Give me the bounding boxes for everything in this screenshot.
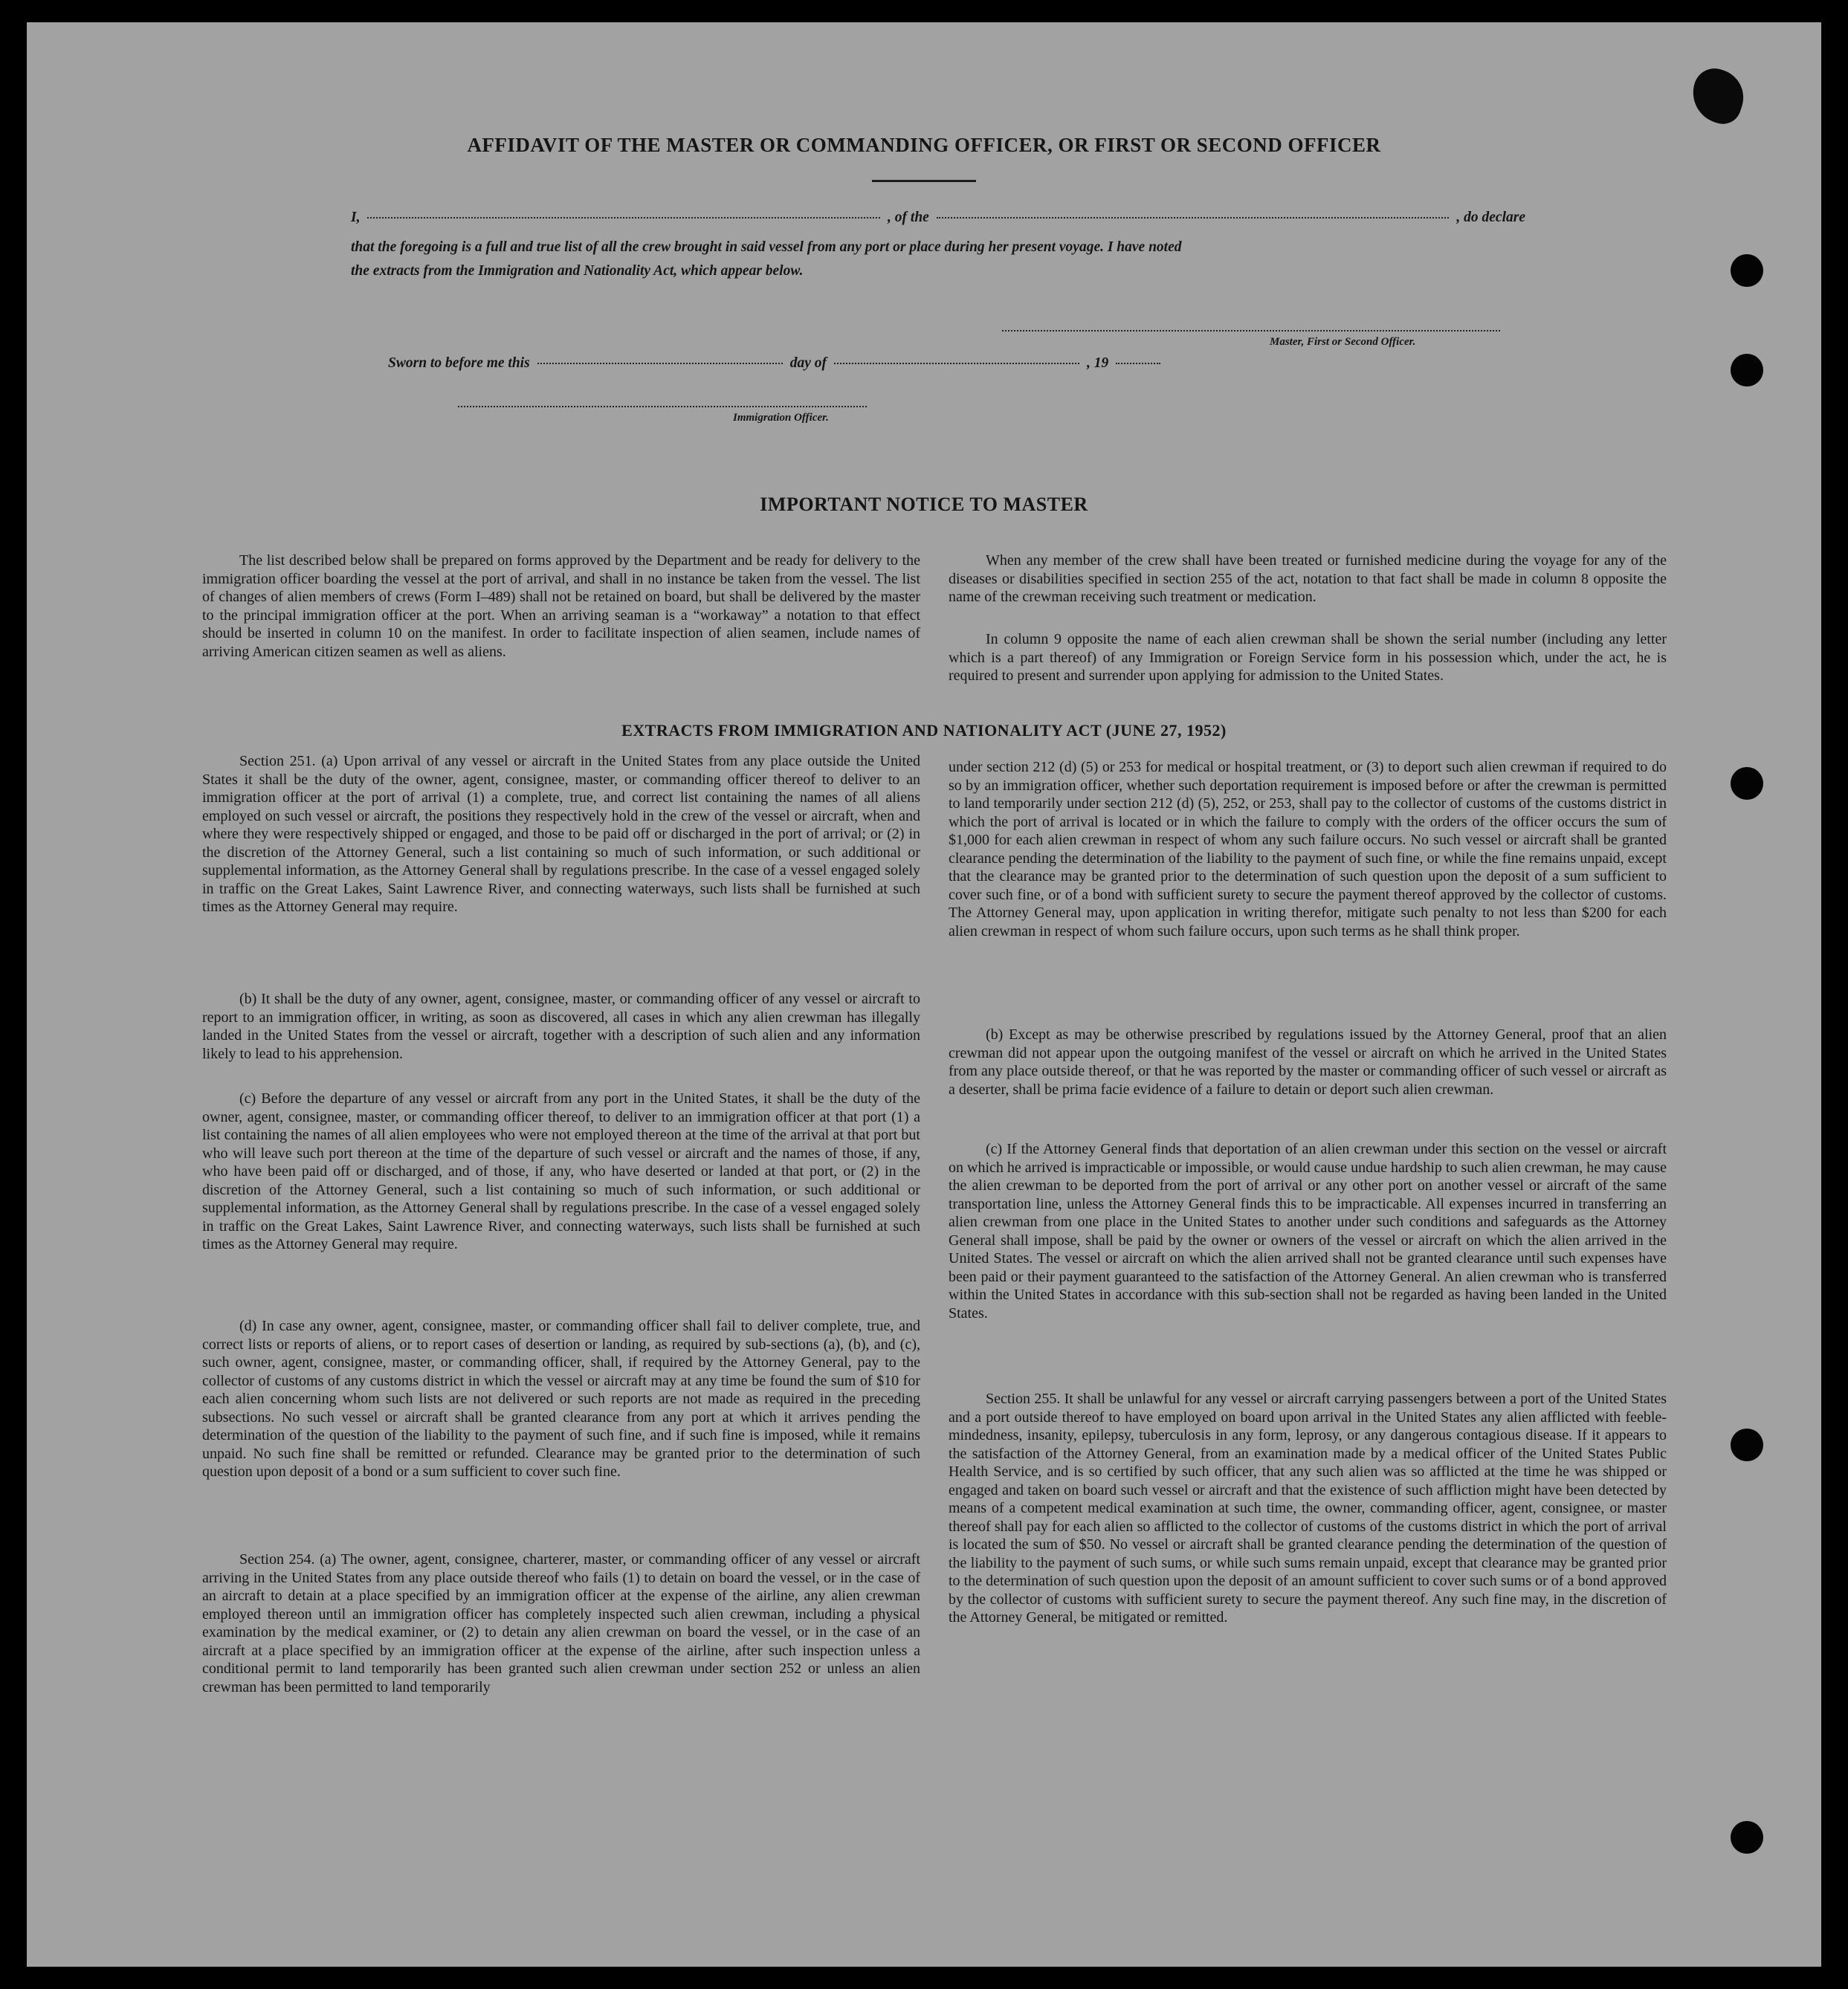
section-251b: (b) It shall be the duty of any owner, agent, consignee, master, or commanding officer of any vessel or aircraft to report to an immigration officer, in writing, as soon as discovered, all cases in which any alien crewman has illegally landed in the United States from the vessel or aircraft, together with a description of such alien and any information likely to lead to his apprehension. [202, 991, 920, 1062]
do-declare-label: , do declare [1456, 210, 1525, 225]
master-signature-label: Master, First or Second Officer. [1270, 336, 1416, 348]
statement-line-2: the extracts from the Immigration and Nationality Act, which appear below. [351, 263, 804, 279]
officer-signature-label: Immigration Officer. [733, 412, 829, 424]
section-254a-continued: under section 212 (d) (5) or 253 for medical or hospital treatment, or (3) to deport such alien crewman if required to do so by an immigration officer, whether such deportation requirement is imposed before or after the crewman is permitted to land temporarily under section 212 (d) (5), 252, or 253, shall pay to the collector of customs of the customs district in which the port of arrival is located or in which the failure to comply with the orders of the officer occurs the sum of $1,000 for each alien crewman in respect of whom any such failure occurs. No such vessel or aircraft shall be granted clearance pending the determination of the liability to the payment of such fine, or while the fine remains unpaid, except that the clearance may be granted prior to the determination of such question upon the deposit of a sum sufficient to cover such fine, or of a bond with sufficient surety to secure the payment thereof approved by the collector of customs. The Attorney General may, upon application in writing therefor, mitigate such penalty to not less than $200 for each alien crewman in respect of whom such failure occurs, upon such terms as he shall think proper. [949, 759, 1667, 939]
binder-hole [1731, 254, 1763, 287]
binder-hole [1731, 1821, 1763, 1854]
affidavit-title: AFFIDAVIT OF THE MASTER OR COMMANDING OFFICER, OR FIRST OR SECOND OFFICER [467, 134, 1381, 156]
binder-hole [1731, 1429, 1763, 1461]
section-251a: Section 251. (a) Upon arrival of any vessel or aircraft in the United States from any place outside the United States it shall be the duty of the owner, agent, consignee, master, or commanding officer thereof to deliver to an immigration officer at the port of arrival (1) a complete, true, and correct list containing the names of all aliens employed on such vessel or aircraft, the positions they respectively hold in the crew of the vessel or aircraft, when and where they were respectively shipped or engaged, and those to be paid off or discharged in the port of arrival; or (2) in the discretion of the Attorney General, such a list containing so much of such information, or such additional or supplemental information, as the Attorney General shall by regulations prescribe. In the case of a vessel engaged solely in traffic on the Great Lakes, Saint Lawrence River, and connecting waterways, such lists shall be furnished at such times as the Attorney General may require. [202, 753, 920, 915]
section-255: Section 255. It shall be unlawful for any vessel or aircraft carrying passengers between a port of the United States and a port outside thereof to have employed on board upon arrival in the United States any alien afflicted with feeble-mindedness, insanity, epilepsy, tuberculosis in any form, leprosy, or any dangerous contagious disease. If it appears to the satisfaction of the Attorney General, from an examination made by a medical officer of the United States Public Health Service, and is so certified by such officer, that any such alien was so afflicted at the time he was shipped or engaged and taken on board such vessel or aircraft and that the existence of such affliction might have been detected by means of a competent medical examination at such time, the owner, commanding officer, agent, consignee, or master thereof shall pay for each alien so afflicted to the collector of customs of the customs district in which the port of arrival is located the sum of $50. No vessel or aircraft shall be granted clearance pending the determination of the question of the liability to the payment of such sums, or while such sums remain unpaid, except that clearance may be granted prior to the determination of such question upon the deposit of an amount sufficient to cover such sums or of a bond approved by the collector of customs with sufficient surety to secure the payment thereof. Any such fine may, in the discretion of the Attorney General, be mitigated or remitted. [949, 1391, 1667, 1626]
statement-line-1: that the foregoing is a full and true list of all the crew brought in said vessel from any port or place during her present voyage. I have noted [351, 239, 1182, 255]
i-label: I, [351, 210, 361, 225]
declaration-line [351, 210, 1525, 226]
notice-right-paragraph-1: When any member of the crew shall have been treated or furnished medicine during the voyage for any of the diseases or disabilities specified in section 255 of the act, notation to that fact shall be made in column 8 opposite the name of the crewman receiving such treatment or medication. [949, 552, 1667, 605]
section-254b: (b) Except as may be otherwise prescribed by regulations issued by the Attorney General, proof that an alien crewman did not appear upon the outgoing manifest of the vessel or aircraft on which he arrived in the United States from any place outside thereof, or that he was reported by the master or commanding officer of such vessel or aircraft as a deserter, shall be prima facie evidence of a failure to detain or deport such alien crewman. [949, 1026, 1667, 1098]
sworn-label: Sworn to before me this [388, 355, 530, 371]
extracts-title: EXTRACTS FROM IMMIGRATION AND NATIONALITY ACT (JUNE 27, 1952) [621, 721, 1227, 740]
sworn-day-field[interactable] [537, 363, 783, 364]
section-254a: Section 254. (a) The owner, agent, consignee, charterer, master, or commanding officer of any vessel or aircraft arriving in the United States from any place outside thereof who fails (1) to detain on board the vessel, or in the case of an aircraft to detain at a place specified by an immigration officer at the expense of the airline, any alien crewman employed thereon until an immigration officer has completely inspected such alien crewman, including a physical examination by the medical examiner, or (2) to detain any alien crewman on board the vessel, or in the case of an aircraft at a place specified by an immigration officer at the expense of the airline, after such inspection unless a conditional permit to land temporarily has been granted such alien crewman under section 252 or unless an alien crewman has been permitted to land temporarily [202, 1551, 920, 1695]
binder-hole [1731, 767, 1763, 800]
section-251d: (d) In case any owner, agent, consignee, master, or commanding officer shall fail to deliver complete, true, and correct lists or reports of aliens, or to report cases of desertion or landing, as required by sub-sections (a), (b), and (c), such owner, agent, consignee, master, or commanding officer, shall, if required by the Attorney General, pay to the collector of customs of any customs district in which the vessel or aircraft may at any time be found the sum of $10 for each alien concerning whom such lists are not delivered or such reports are not made as required in the preceding subsections. No such vessel or aircraft shall be granted clearance from any port at which it arrives pending the determination of the question of the liability to the payment of such fine, and if such fine is imposed, while it remains unpaid. No such fine shall be remitted or refunded. Clearance may be granted prior to the determination of such question upon deposit of a bond or a sum sufficient to cover such fine. [202, 1318, 920, 1480]
day-of-label: day of [789, 355, 827, 371]
title-underline [872, 180, 976, 182]
document-page [27, 22, 1821, 1967]
of-the-label: , of the [888, 210, 929, 225]
name-field[interactable] [367, 217, 880, 219]
notice-right-paragraph-2: In column 9 opposite the name of each alien crewman shall be shown the serial number (including any letter which is a part thereof) of any Immigration or Foreign Service form in his possession which, under the act, he is required to present and surrender upon applying for admission to the United States. [949, 631, 1667, 684]
sworn-month-field[interactable] [834, 363, 1079, 364]
year-prefix: , 19 [1086, 355, 1109, 371]
binder-hole [1731, 354, 1763, 387]
master-signature-line[interactable] [1002, 330, 1500, 332]
notice-left-paragraph: The list described below shall be prepared on forms approved by the Department and be ready for delivery to the immigration officer boarding the vessel at the port of arrival, and shall in no instance be taken from the vessel. The list of changes of alien members of crews (Form I–489) shall not be retained on board, but shall be delivered by the master to the principal immigration officer at the port. When an arriving seaman is a “workaway” a notation to that effect should be inserted in column 10 on the manifest. In order to facilitate inspection of alien seamen, include names of arriving American citizen seamen as well as aliens. [202, 552, 920, 660]
sworn-row [388, 355, 1243, 372]
section-251c: (c) Before the departure of any vessel or aircraft from any port in the United States, it shall be the duty of the owner, agent, consignee, master, or commanding officer thereof, to deliver to an immigration officer at that port (1) a list containing the names of all alien employees who were not employed thereon at the time of the arrival at that port but who will leave such port thereon at the time of the departure of such vessel or aircraft and the names of those, if any, who have been paid off or discharged, and of those, if any, who have deserted or landed at that port, or (2) in the discretion of the Attorney General, such a list containing so much of such information, or such additional or supplemental information, as the Attorney General shall by regulations prescribe. In the case of a vessel engaged solely in traffic on the Great Lakes, Saint Lawrence River, and connecting waterways, such lists shall be furnished at such times as the Attorney General may require. [202, 1090, 920, 1252]
declaration-block [351, 210, 1525, 279]
vessel-field[interactable] [937, 217, 1450, 219]
torn-corner [1685, 63, 1751, 129]
officer-signature-line[interactable] [458, 406, 867, 407]
section-254c: (c) If the Attorney General finds that deportation of an alien crewman under this section on the vessel or aircraft on which he arrived is impracticable or impossible, or would cause undue hardship to such alien crewman, he may cause the alien crewman to be deported from the port of arrival or any other port on another vessel or aircraft of the same transportation line, unless the Attorney General finds this to be impracticable. All expenses incurred in transferring an alien crewman from one place in the United States to another under such conditions and safeguards as the Attorney General shall impose, shall be paid by the owner or owners of the vessel or aircraft on which the alien arrived in the United States. The vessel or aircraft on which the alien arrived shall not be granted clearance until such expenses have been paid or their payment guaranteed to the satisfaction of the Attorney General. An alien crewman who is transferred within the United States in accordance with this sub-section shall not be regarded as having been landed in the United States. [949, 1141, 1667, 1322]
sworn-year-field[interactable] [1116, 363, 1160, 364]
sworn-line [388, 355, 1243, 372]
notice-title: IMPORTANT NOTICE TO MASTER [760, 494, 1088, 515]
